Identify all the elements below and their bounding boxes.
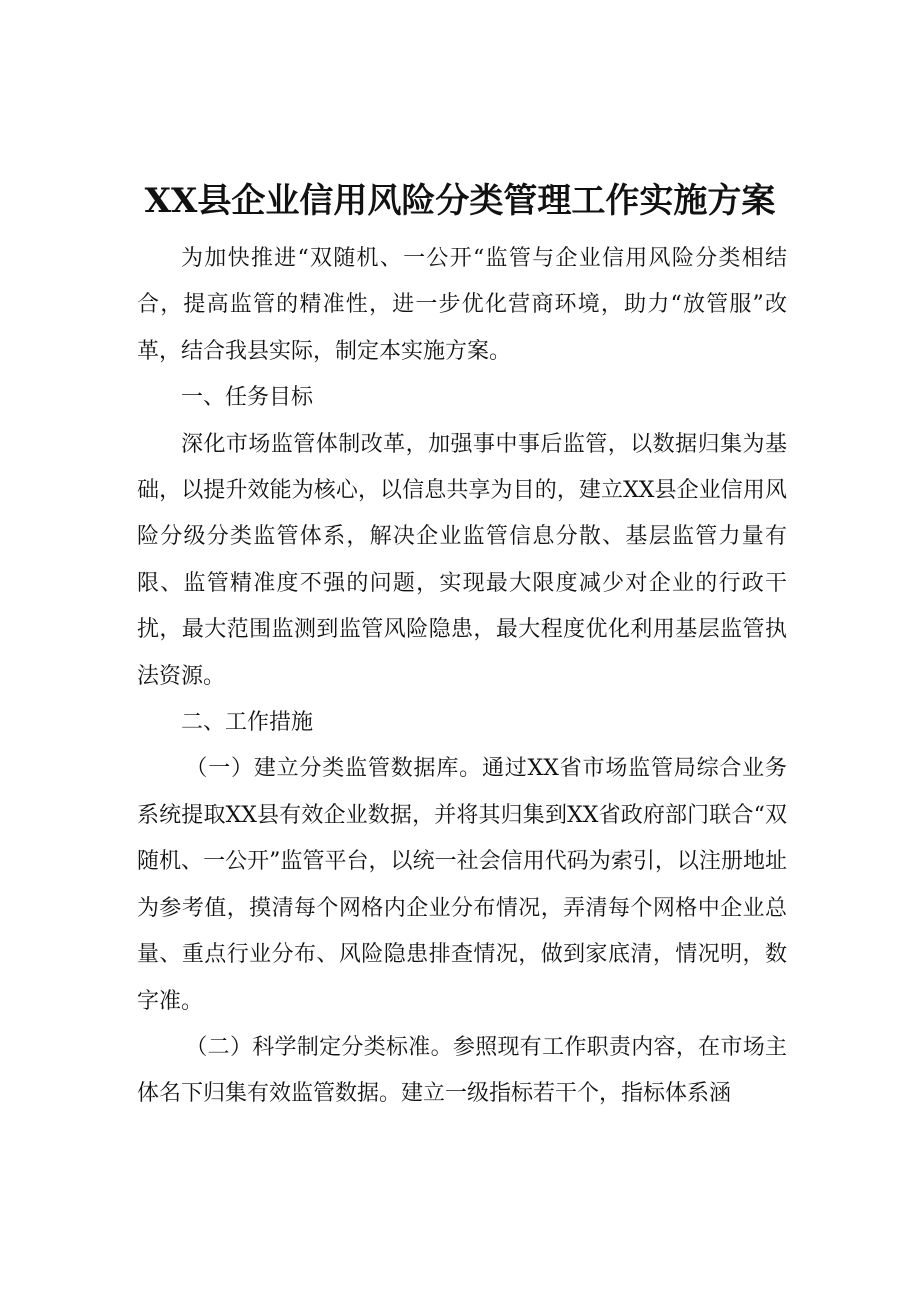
measure-paragraph-2: （二）科学制定分类标准。参照现有工作职责内容，在市场主体名下归集有效监管数据。建立一级指标若干个，指标体系涵 (137, 1034, 787, 1107)
section-heading-goals: 一、任务目标 (181, 385, 314, 411)
document-title: XX县企业信用风险分类管理工作实施方案 (144, 181, 776, 221)
intro-paragraph: 为加快推进“双随机、一公开“监管与企业信用风险分类相结合，提高监管的精准性，进一步优化营商环境，助力“放管服”改革，结合我县实际，制定本实施方案。 (137, 246, 787, 364)
measure-paragraph-1: （一）建立分类监管数据库。通过XX省市场监管局综合业务系统提取XX县有效企业数据，并将其归集到XX省政府部门联合“双随机、一公开”监管平台，以统一社会信用代码为索引，以注册地址为参考值，摸清每个网格内企业分布情况，弄清每个网格中企业总量、重点行业分布、风险隐患排查情况，做到家底清，情况明，数字准。 (137, 756, 787, 1014)
section-heading-measures: 二、工作措施 (181, 710, 314, 736)
document-body (137, 236, 787, 1118)
goals-paragraph: 深化市场监管体制改革，加强事中事后监管，以数据归集为基础，以提升效能为核心，以信息共享为目的，建立XX县企业信用风险分级分类监管体系，解决企业监管信息分散、基层监管力量有限、监管精准度不强的问题，实现最大限度减少对企业的行政干扰，最大范围监测到监管风险隐患，最大程度优化利用基层监管执法资源。 (137, 431, 787, 689)
